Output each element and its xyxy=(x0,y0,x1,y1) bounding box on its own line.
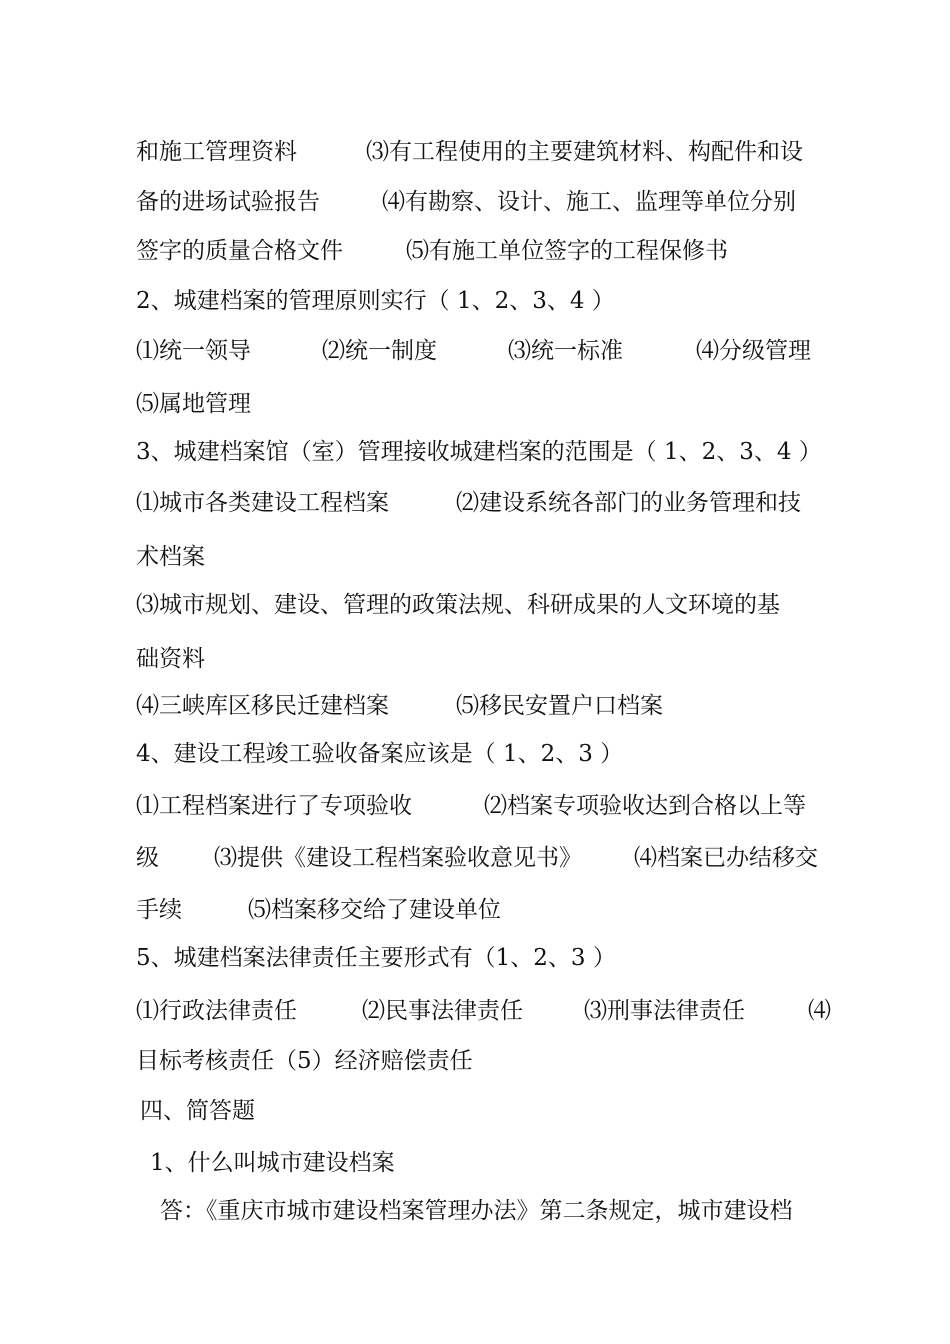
text-segment: ⑵统一制度 xyxy=(322,338,437,364)
text-segment: ⑷三峡库区移民迁建档案 xyxy=(136,693,389,719)
question-heading xyxy=(0,734,950,774)
text-line xyxy=(0,786,950,826)
text-segment: 级 xyxy=(136,845,159,871)
question-heading xyxy=(0,938,950,978)
text-segment: ⑴行政法律责任 xyxy=(136,998,297,1024)
text-segment: ⑸有施工单位签字的工程保修书 xyxy=(406,238,728,264)
text-line xyxy=(0,585,950,625)
text-line xyxy=(0,838,950,878)
text-segment: 1、什么叫城市建设档案 xyxy=(150,1150,395,1176)
question-heading xyxy=(0,432,950,472)
text-line xyxy=(0,1041,950,1081)
text-line xyxy=(0,483,950,523)
text-segment: 术档案 xyxy=(136,544,205,570)
text-segment: ⑶刑事法律责任 xyxy=(584,998,745,1024)
text-segment: ⑵档案专项验收达到合格以上等 xyxy=(484,793,806,819)
text-line xyxy=(0,537,950,577)
text-segment: 础资料 xyxy=(136,646,205,672)
text-segment: 2、城建档案的管理原则实行（ 1、2、3、4 ） xyxy=(136,288,615,314)
text-line xyxy=(0,231,950,271)
text-line xyxy=(0,1191,950,1231)
text-segment: 四、简答题 xyxy=(140,1098,255,1124)
text-line xyxy=(0,890,950,930)
text-segment: ⑶城市规划、建设、管理的政策法规、科研成果的人文环境的基 xyxy=(136,592,780,618)
text-segment: 目标考核责任（5）经济赔偿责任 xyxy=(136,1048,473,1074)
text-line xyxy=(0,132,950,172)
question-heading xyxy=(0,1143,950,1183)
question-heading xyxy=(0,281,950,321)
text-line xyxy=(0,182,950,222)
text-segment: ⑸移民安置户口档案 xyxy=(456,693,663,719)
section-heading xyxy=(0,1091,950,1131)
text-segment: 和施工管理资料 xyxy=(136,139,297,165)
text-segment: ⑸属地管理 xyxy=(136,391,251,417)
text-segment: 答：《重庆市城市建设档案管理办法》第二条规定，城市建设档 xyxy=(160,1198,793,1224)
text-line xyxy=(0,331,950,371)
text-segment: 手续 xyxy=(136,897,182,923)
text-segment: ⑷档案已办结移交 xyxy=(634,845,818,871)
text-line xyxy=(0,991,950,1031)
text-segment: ⑵民事法律责任 xyxy=(362,998,523,1024)
text-segment: 3、城建档案馆（室）管理接收城建档案的范围是（ 1、2、3、4 ） xyxy=(136,439,822,465)
text-segment: 5、城建档案法律责任主要形式有（1、2、3 ） xyxy=(136,945,616,971)
text-segment: ⑴工程档案进行了专项验收 xyxy=(136,793,412,819)
text-segment: ⑸档案移交给了建设单位 xyxy=(248,897,501,923)
text-line xyxy=(0,384,950,424)
text-segment: ⑷ xyxy=(808,998,831,1024)
text-line xyxy=(0,639,950,679)
text-segment: ⑷有勘察、设计、施工、监理等单位分别 xyxy=(382,189,796,215)
text-segment: ⑶提供《建设工程档案验收意见书》 xyxy=(214,845,582,871)
text-segment: ⑷分级管理 xyxy=(696,338,811,364)
text-segment: 4、建设工程竣工验收备案应该是（ 1、2、3 ） xyxy=(136,741,624,767)
text-segment: ⑴城市各类建设工程档案 xyxy=(136,490,389,516)
text-segment: 备的进场试验报告 xyxy=(136,189,320,215)
text-line xyxy=(0,686,950,726)
text-segment: ⑵建设系统各部门的业务管理和技 xyxy=(456,490,801,516)
text-segment: 签字的质量合格文件 xyxy=(136,238,343,264)
text-segment: ⑴统一领导 xyxy=(136,338,251,364)
text-segment: ⑶有工程使用的主要建筑材料、构配件和设 xyxy=(366,139,803,165)
text-segment: ⑶统一标准 xyxy=(508,338,623,364)
